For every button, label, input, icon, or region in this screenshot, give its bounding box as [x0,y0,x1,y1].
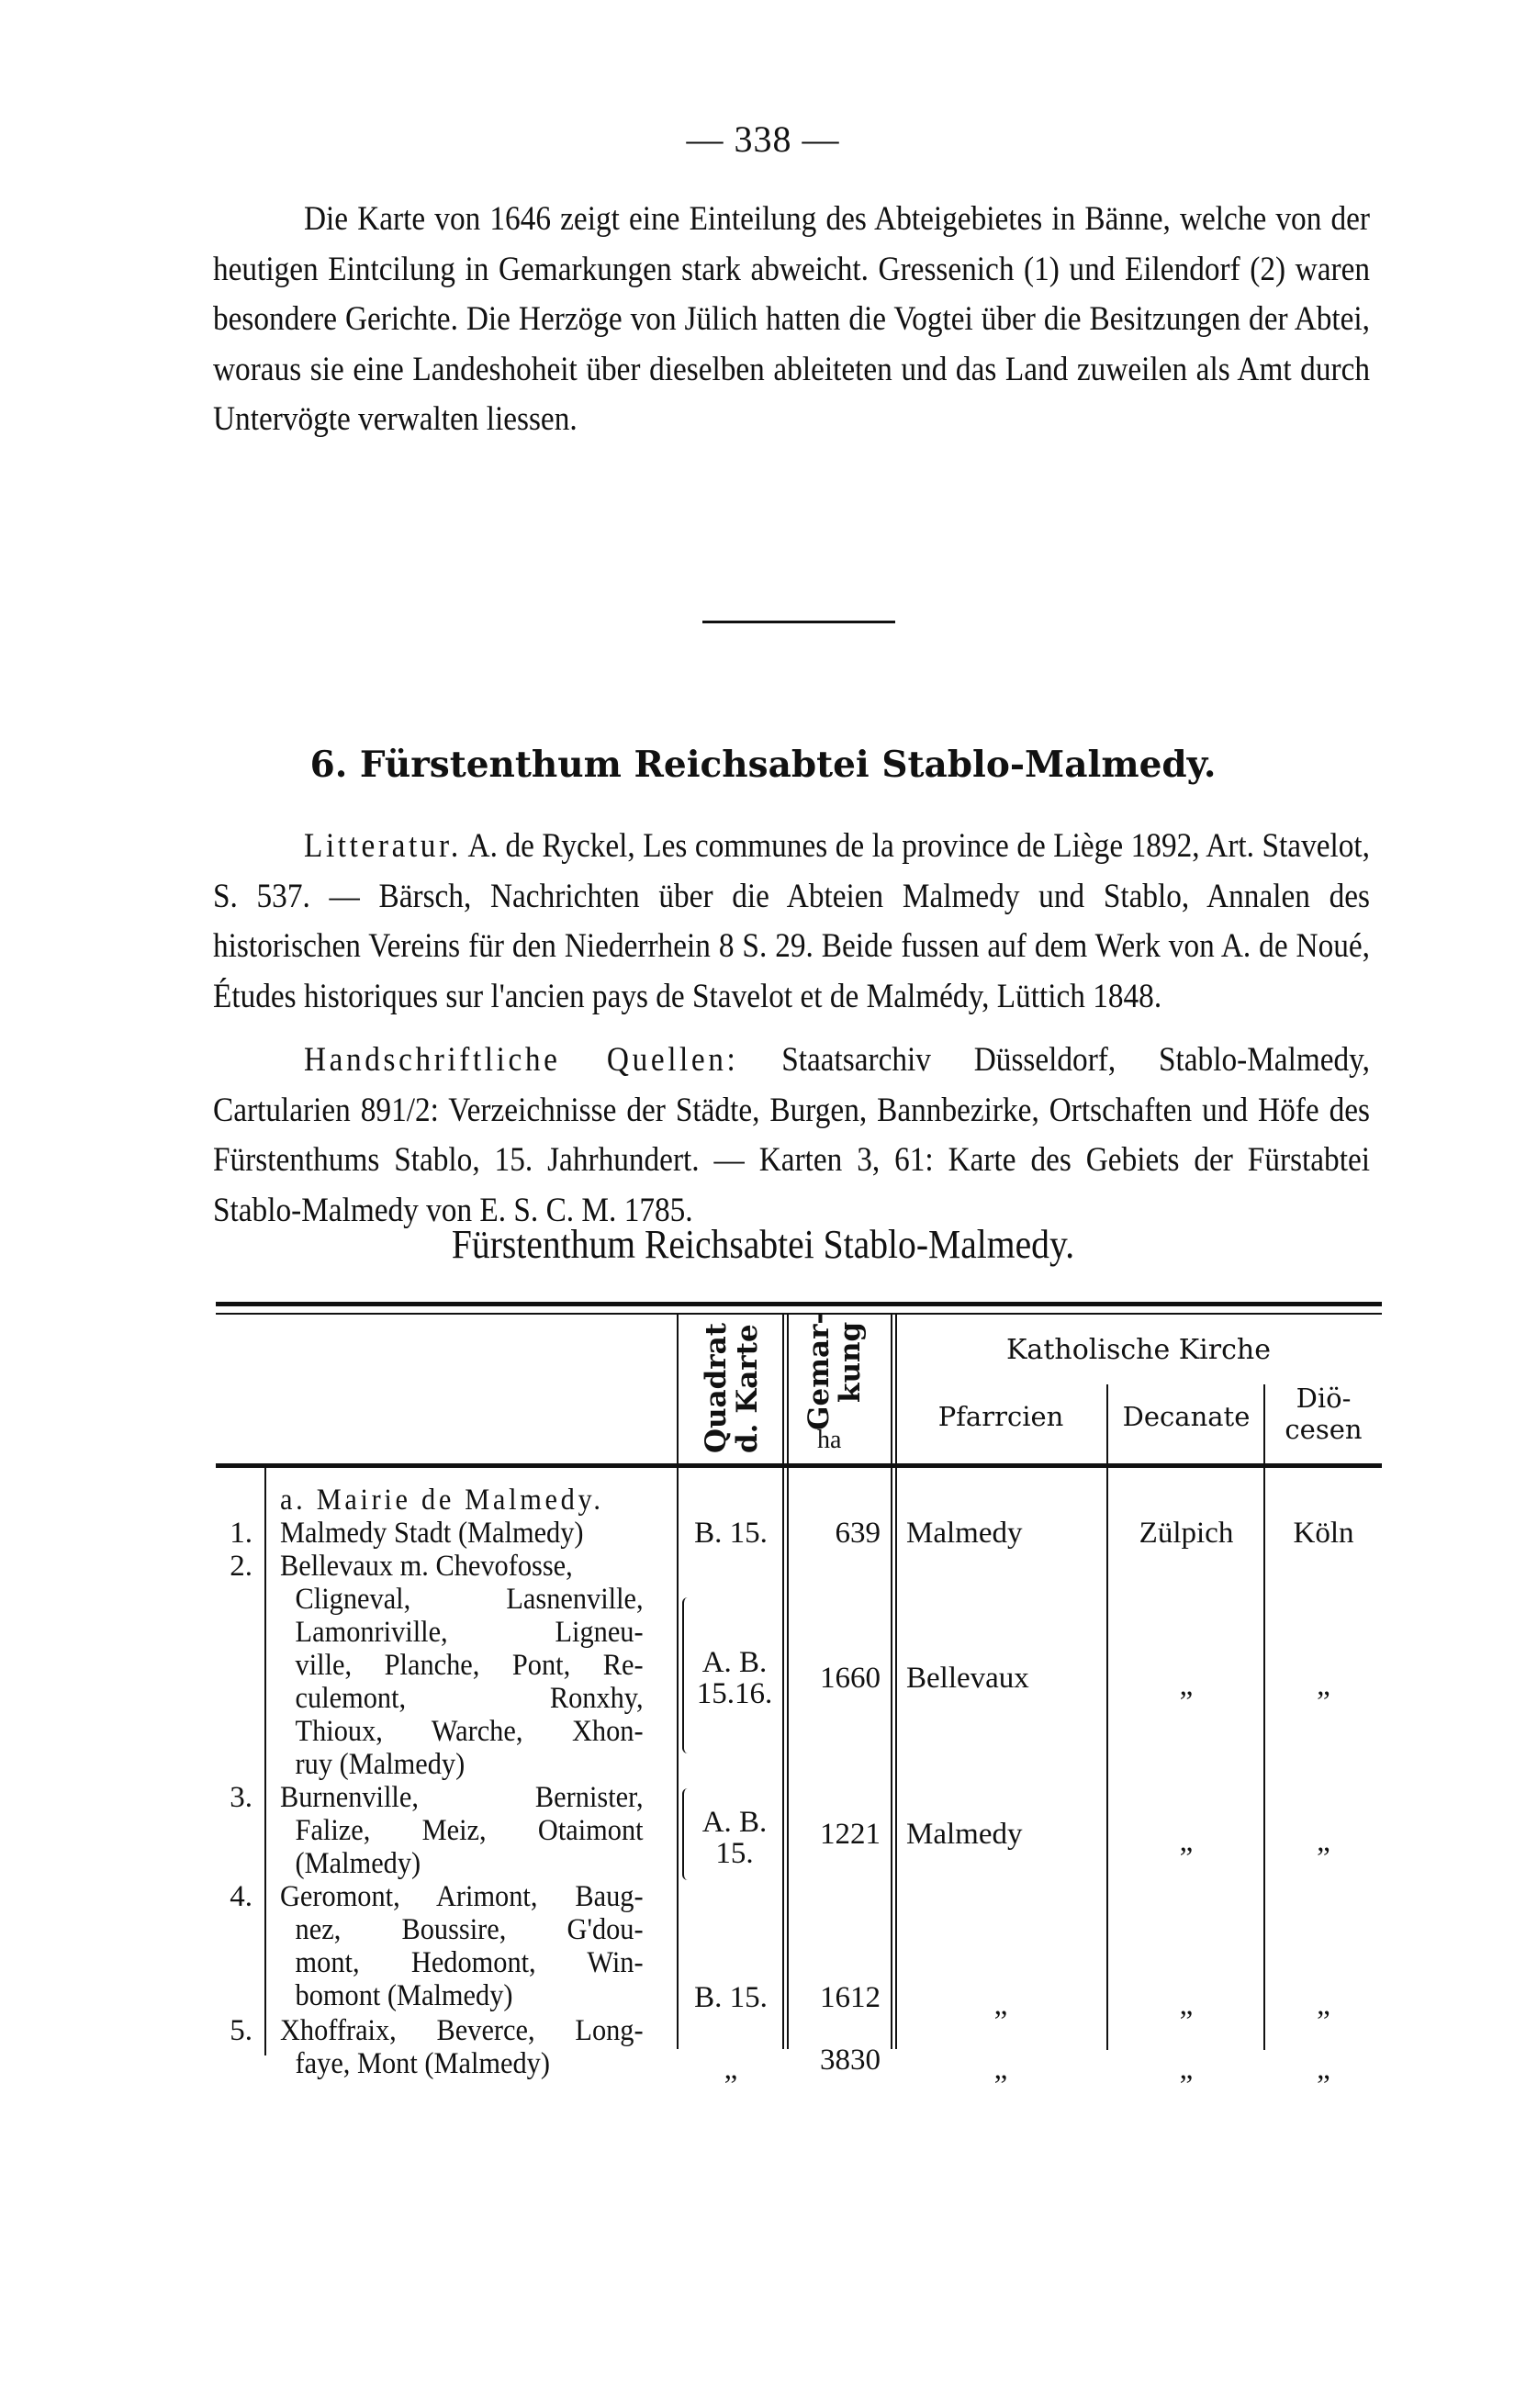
quellen-paragraph [213,1036,1370,1236]
table-top-rule [216,1302,1382,1306]
header-gemarkung-unit: ha [817,1426,842,1454]
cell-decanat: „ [1179,1669,1194,1702]
row-number: 5. [230,2014,252,2047]
subsection-label: a. Mairie de Malmedy. [280,1484,604,1517]
cell-dioecese: „ [1317,2053,1330,2086]
section-divider [702,621,895,623]
row-number: 4. [230,1880,252,1913]
table-row-name: Bellevaux m. Chevofosse, Cligneval, Lasnenville, Lamonriville, Ligneu- ville, Planche, Pont, Re- culemont, Ronxhy, Thioux, Warche, Xhon- ruy (Malmedy) [280,1550,644,1781]
table-row-name: Burnenville, Bernister, Falize, Meiz, Otaimont (Malmedy) [280,1781,644,1880]
cell-pfarrei: „ [993,2053,1008,2086]
cell-dioecese: „ [1317,1988,1330,2022]
header-gemarkung: Gemar- kung [802,1312,867,1430]
litteratur-paragraph [213,822,1370,1022]
cell-gemarkung: 1221 [820,1818,881,1851]
cell-quadrat: A. B. 15. [701,1806,768,1870]
intro-paragraph: Die Karte von 1646 zeigt eine Einteilung des Abteigebietes in Bänne, welche von der heutigen Eintcilung in Gemarkungen stark abweicht. Gressenich (1) und Eilendorf (2) waren besondere Gerichte. Die Herzöge von Jülich hatten die Vogtei über die Besitzungen der Abtei, woraus sie eine Landeshoheit über dieselben ableiteten und das Land zuweilen als Amt durch Untervögte verwalten liessen. [213,200,1370,438]
cell-decanat: „ [1179,1988,1194,2022]
row-number: 2. [230,1550,252,1583]
header-pfarreien: Pfarrcien [937,1401,1064,1432]
cell-gemarkung: 1612 [820,1981,881,2014]
cell-pfarrei: Malmedy [906,1818,1023,1851]
cell-quadrat: B. 15. [694,1981,768,2014]
quellen-label: Handschriftliche Quellen: [304,1041,739,1079]
cell-decanat: „ [1179,1825,1194,1858]
table-title: Fürstenthum Reichsabtei Stablo-Malmedy. [451,1222,1075,1267]
cell-quadrat: „ [724,2053,738,2086]
cell-gemarkung: 639 [835,1517,881,1550]
col-line-quadrat [677,1315,679,2049]
section-heading: 6. Fürstenthum Reichsabtei Stablo-Malmedy. [309,744,1217,786]
table-row-name: Geromont, Arimont, Baug- nez, Boussire, G'dou- mont, Hedomont, Win- bomont (Malmedy) [280,1880,644,2012]
row-number: 1. [230,1517,252,1550]
cell-quadrat: B. 15. [694,1517,768,1550]
cell-dioecese: Köln [1293,1517,1354,1550]
cell-pfarrei: „ [993,1988,1008,2022]
cell-gemarkung: 1660 [820,1662,881,1695]
col-line-num [264,1468,266,2055]
col-line-decanate [1106,1384,1108,2050]
header-bottom-rule [216,1463,1382,1468]
row-number: 3. [230,1781,252,1814]
col-line-kirche-a [891,1315,892,2049]
table-top-rule-thin [216,1313,1382,1315]
header-katholische-kirche: Katholische Kirche [1006,1334,1271,1366]
page-number: — 338 — [686,118,840,160]
cell-pfarrei: Bellevaux [906,1662,1029,1695]
litteratur-text: A. de Ryckel, Les communes de la province de Liège 1892, Art. Stavelot, S. 537. — Bärsch, Nachrichten über die Abteien Malmedy und Stablo, Annalen des historischen Vereins für den Niederrhein 8 S. 29. Beide fussen auf dem Werk von A. de Noué, Études historiques sur l'ancien pays de Stavelot et de Malmédy, Lüttich 1848. [213,827,1370,1015]
header-dioecesen: Diö- cesen [1285,1383,1363,1445]
col-line-dioecesen [1263,1384,1265,2050]
cell-gemarkung: 3830 [820,2044,881,2077]
col-line-gemarkung-a [782,1315,784,2049]
quellen-text: Staatsarchiv Düsseldorf, Stablo-Malmedy, Cartularien 891/2: Verzeichnisse der Städte, Burgen, Bannbezirke, Ortschaften und Höfe des Fürstenthums Stablo, 15. Jahrhundert. — Karten 3, 61: Karte des Gebiets der Fürstabtei Stablo-Malmedy von E. S. C. M. 1785. [213,1041,1370,1229]
data-table [216,1302,1382,2086]
cell-decanat: „ [1179,2053,1194,2086]
cell-dioecese: „ [1317,1825,1330,1858]
cell-pfarrei: Malmedy [906,1517,1023,1550]
header-quadrat: Quadrat d. Karte [700,1322,764,1453]
cell-quadrat: A. B. 15.16. [696,1646,773,1710]
table-row-name: Malmedy Stadt (Malmedy) [280,1517,584,1550]
table-row-name: Xhoffraix, Beverce, Long- faye, Mont (Malmedy) [280,2014,644,2080]
cell-dioecese: „ [1317,1669,1330,1702]
header-decanate: Decanate [1122,1401,1251,1432]
cell-decanat: Zülpich [1139,1517,1234,1550]
litteratur-label: Litteratur. [304,827,462,865]
